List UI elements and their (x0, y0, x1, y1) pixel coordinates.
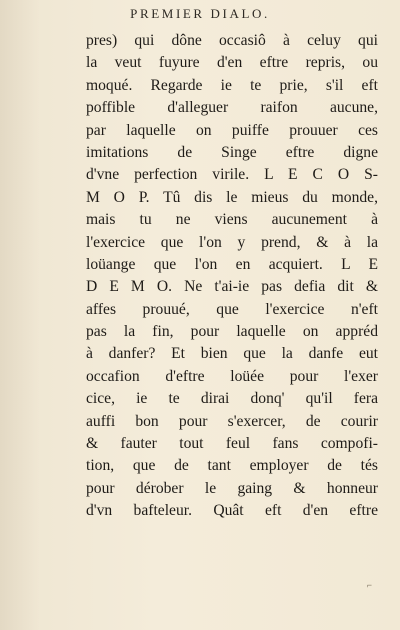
signature-mark: ⌐ (366, 580, 372, 590)
text-line: la veut fuyure d'en eftre repris, ou (86, 54, 378, 72)
text-line: poffible d'alleguer raifon aucune, (86, 99, 378, 117)
text-line: cice, ie te dirai donq' qu'il fera (86, 390, 378, 408)
text-line: D E M O. Ne t'ai-ie pas defia dit & (86, 278, 378, 296)
text-line: pas la fin, pour laquelle on appréd (86, 323, 378, 341)
text-line: loüange que l'on en acquiert. L E (86, 255, 378, 273)
text-line: à danfer? Et bien que la danfe eut (86, 345, 378, 363)
text-line: mais tu ne viens aucunement à (86, 211, 378, 229)
text-line: pour dérober le gaing & honneur (86, 479, 378, 497)
text-line: l'exercice que l'on y prend, & à la (86, 233, 378, 251)
text-line: par laquelle on puiffe prouuer ces (86, 121, 378, 139)
text-line: tion, que de tant employer de tés (86, 457, 378, 475)
text-line: affes prouué, que l'exercice n'eft (86, 300, 378, 318)
text-line: pres) qui dône occasiô à celuy qui (86, 32, 378, 49)
text-line: auffi bon pour s'exercer, de courir (86, 412, 378, 430)
running-head: PREMIER DIALO. (130, 6, 270, 21)
text-line: imitations de Singe eftre digne (86, 143, 378, 161)
text-block (86, 30, 378, 523)
text-line: occafion d'eftre loüée pour l'exer (86, 367, 378, 385)
text-line: & fauter tout feul fans compofi- (86, 435, 378, 453)
text-line: moqué. Regarde ie te prie, s'il eft (86, 76, 378, 94)
text-line: d'vne perfection virile. L E C O S- (86, 166, 378, 184)
text-line: d'vn bafteleur. Quât eft d'en eftre (86, 502, 378, 520)
text-line: M O P. Tû dis le mieus du monde, (86, 188, 378, 206)
